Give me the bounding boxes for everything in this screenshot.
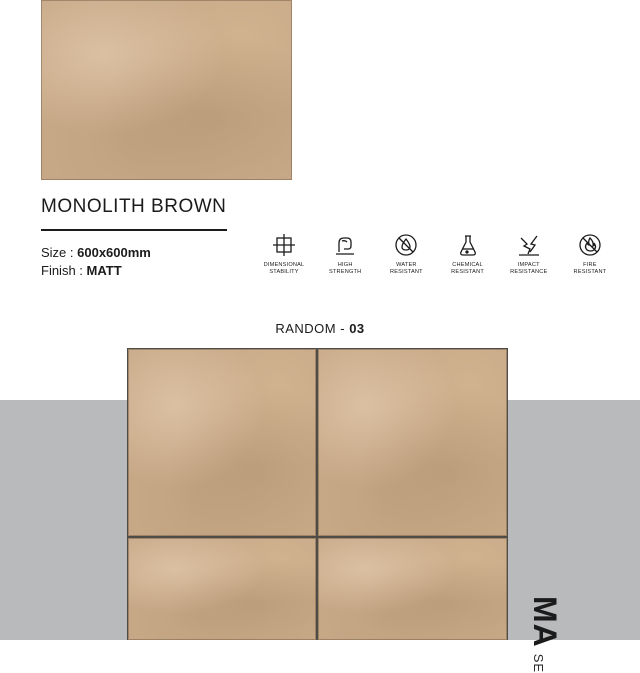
chemical-resistant-icon xyxy=(455,232,481,258)
impact-resistance-icon xyxy=(516,232,542,258)
side-brand-small: SE xyxy=(531,653,546,673)
title-underline xyxy=(41,229,227,231)
layout-pattern-label xyxy=(0,321,640,336)
feature-water-resistant xyxy=(376,232,436,282)
feature-label: HIGH STRENGTH xyxy=(329,262,362,275)
finish-label: Finish : xyxy=(41,263,87,278)
water-resistant-icon xyxy=(393,232,419,258)
pattern-number: 03 xyxy=(349,321,365,336)
size-value: 600x600mm xyxy=(77,245,151,260)
feature-impact-resistance xyxy=(499,232,559,282)
layout-tile xyxy=(128,538,316,640)
feature-chemical-resistant xyxy=(438,232,498,282)
feature-icons-row xyxy=(254,232,620,282)
layout-tile xyxy=(318,349,507,536)
tile-sample-image xyxy=(41,0,292,180)
size-label: Size : xyxy=(41,245,78,260)
feature-dimensional-stability xyxy=(254,232,314,282)
feature-fire-resistant xyxy=(560,232,620,282)
size-spec xyxy=(41,245,151,260)
fire-resistant-icon xyxy=(577,232,603,258)
feature-label: FIRE RESISTANT xyxy=(573,262,607,275)
side-brand-big: MA xyxy=(527,596,563,648)
finish-spec xyxy=(41,263,122,278)
high-strength-icon xyxy=(332,232,358,258)
feature-label: WATER RESISTANT xyxy=(389,262,423,275)
dimensional-stability-icon xyxy=(271,232,297,258)
product-title: MONOLITH BROWN xyxy=(41,196,227,217)
feature-high-strength xyxy=(315,232,375,282)
pattern-text: RANDOM - xyxy=(275,321,350,336)
feature-label: IMPACT RESISTANCE xyxy=(510,262,548,275)
layout-tile xyxy=(128,349,316,536)
layout-tile xyxy=(318,538,507,640)
feature-label: CHEMICAL RESISTANT xyxy=(451,262,484,275)
side-brand-text xyxy=(526,596,563,673)
tile-layout-preview xyxy=(127,348,508,640)
finish-value: MATT xyxy=(86,263,122,278)
feature-label: DIMENSIONAL STABILITY xyxy=(263,262,305,275)
